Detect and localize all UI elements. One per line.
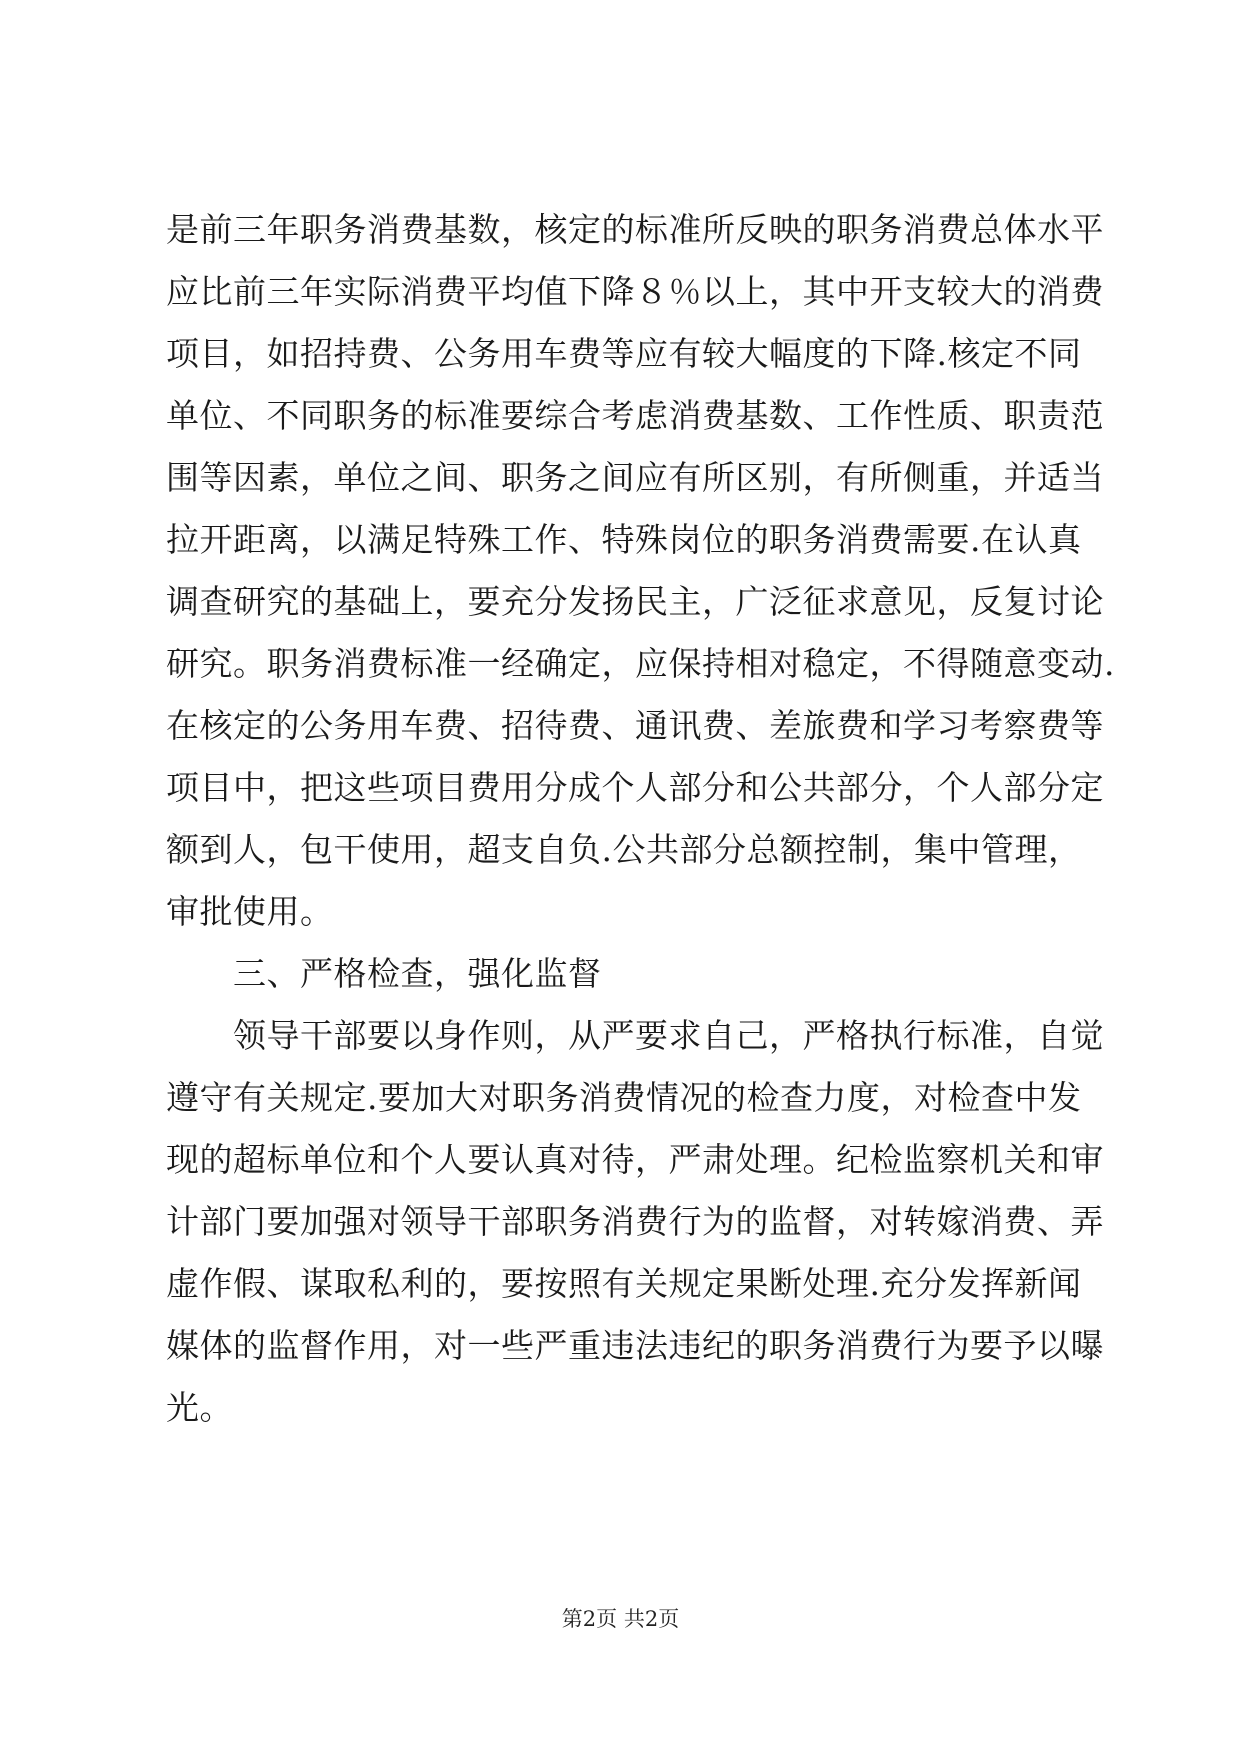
body-text-line: 审批使用。 <box>166 892 334 931</box>
body-text-line: 研究。职务消费标准一经确定，应保持相对稳定，不得随意变动. <box>166 644 1115 683</box>
body-text-line: 光。 <box>166 1388 233 1427</box>
body-text-line: 额到人，包干使用，超支自负.公共部分总额控制，集中管理， <box>166 830 1082 869</box>
body-text-line: 是前三年职务消费基数，核定的标准所反映的职务消费总体水平 <box>166 210 1104 249</box>
body-text-line: 虚作假、谋取私利的，要按照有关规定果断处理.充分发挥新闻 <box>166 1264 1082 1303</box>
body-text-line: 现的超标单位和个人要认真对待，严肃处理。纪检监察机关和审 <box>166 1140 1104 1179</box>
body-text-line: 领导干部要以身作则，从严要求自己，严格执行标准，自觉 <box>233 1016 1104 1055</box>
body-text-line: 媒体的监督作用，对一些严重违法违纪的职务消费行为要予以曝 <box>166 1326 1104 1365</box>
body-text-line: 项目中，把这些项目费用分成个人部分和公共部分，个人部分定 <box>166 768 1104 807</box>
body-text-line: 单位、不同职务的标准要综合考虑消费基数、工作性质、职责范 <box>166 396 1104 435</box>
section-heading: 三、严格检查，强化监督 <box>233 954 602 993</box>
body-text-line: 拉开距离，以满足特殊工作、特殊岗位的职务消费需要.在认真 <box>166 520 1082 559</box>
page-number-footer: 第2页 共2页 <box>561 1607 680 1631</box>
body-text-line: 在核定的公务用车费、招待费、通讯费、差旅费和学习考察费等 <box>166 706 1104 745</box>
body-text-line: 围等因素，单位之间、职务之间应有所区别，有所侧重，并适当 <box>166 458 1104 497</box>
body-text-line: 项目，如招持费、公务用车费等应有较大幅度的下降.核定不同 <box>166 334 1082 373</box>
body-text-line: 计部门要加强对领导干部职务消费行为的监督，对转嫁消费、弄 <box>166 1202 1104 1241</box>
body-text-line: 应比前三年实际消费平均值下降８％以上，其中开支较大的消费 <box>166 272 1104 311</box>
body-text-line: 遵守有关规定.要加大对职务消费情况的检查力度，对检查中发 <box>166 1078 1082 1117</box>
body-text-line: 调查研究的基础上，要充分发扬民主，广泛征求意见，反复讨论 <box>166 582 1104 621</box>
